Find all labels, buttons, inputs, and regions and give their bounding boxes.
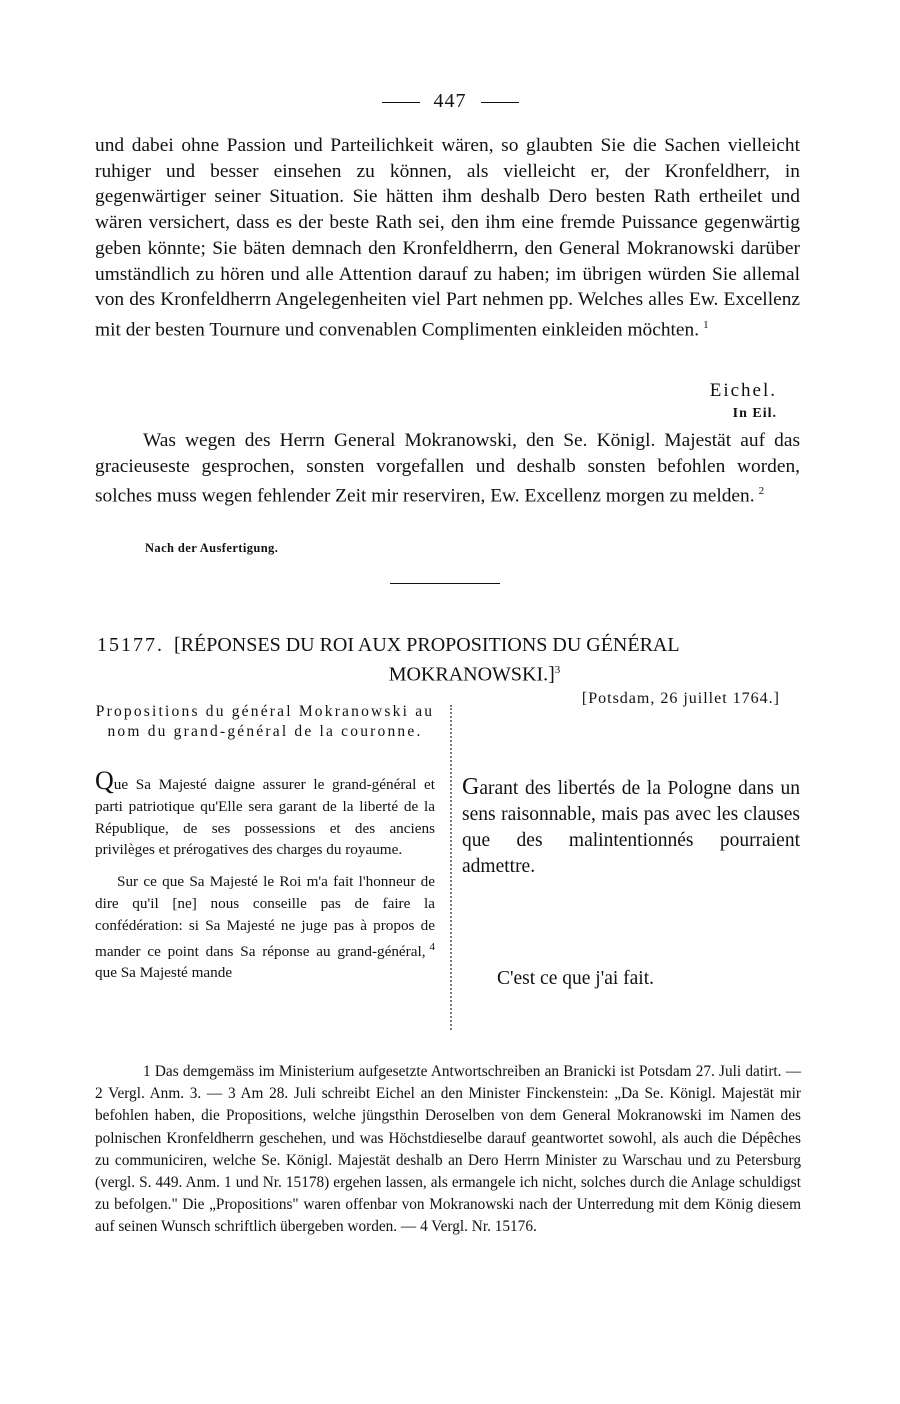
column-divider [450, 705, 452, 1030]
document-title-line-1: [RÉPONSES DU ROI AUX PROPOSITIONS DU GÉNÉRAL [174, 634, 680, 656]
source-note: Nach der Ausfertigung. [145, 541, 279, 555]
document-number: 15177. [97, 634, 164, 656]
reply-1-initial: G [462, 774, 480, 800]
footnote-block [95, 1061, 801, 1239]
reply-date: [Potsdam, 26 juillet 1764.] [581, 690, 780, 707]
footnote-2-marker: 2 [95, 1085, 103, 1103]
letter-paragraph-1-text: und dabei ohne Passion und Parteilichkeit wären, so glaubten Sie die Sachen vielleicht ruhiger und besser einsehen zu können, als vielleicht er, der Kronfeldherr, in gegenwärtiger seiner Situation. Sie hätten ihm deshalb Dero besten Rath ertheilet und wären versichert, dass es der beste Rath sei, den ihm eine fremde Puissance gegenwärtig geben könnte; Sie bäten demnach den Kronfeldherrn, den General Mokranowski darüber umständlich zu hören und alle Attention darauf zu haben; im übrigen würden Sie allemal von des Kronfeldherrn Angelegenheiten viel Part nehmen pp. Welches alles Ew. Excellenz mit der besten Tournure und convenablen Complimenten einkleiden möchten. [95, 135, 800, 341]
letter-paragraph-2 [95, 428, 800, 510]
proposition-1-initial: Q [95, 766, 114, 795]
signature-note: In Eil. [732, 406, 777, 421]
page-header [0, 90, 900, 113]
document-heading-line-2 [97, 658, 802, 688]
proposition-1-text: ue Sa Majesté daigne assurer le grand-général et parti patriotique qu'Elle sera garant de la liberté de la République, de ses possessions et des anciens privilèges et prérogatives des charges du royaume. [95, 776, 435, 859]
proposition-2-text-b: que Sa Majesté mande [95, 964, 233, 982]
document-heading-line-1 [97, 633, 802, 658]
document-title-line-2: MOKRANOWSKI.] [388, 663, 555, 686]
propositions-column [95, 766, 435, 984]
proposition-1 [95, 766, 435, 861]
footnote-3-marker: 3 [227, 1085, 236, 1103]
reply-2: C'est ce que j'ai fait. [497, 968, 655, 989]
reply-1-text: arant des libertés de la Pologne dans un sens raisonnable, mais pas avec les clauses que des malintentionnés pourraient admettre. [462, 778, 800, 877]
document-heading [97, 633, 802, 688]
footnotes [95, 1061, 801, 1239]
reply-1 [462, 774, 800, 880]
header-rule-right [481, 102, 519, 103]
proposition-2 [95, 871, 435, 984]
letter-paragraph-2-text: Was wegen des Herrn General Mokranowski, den Se. Königl. Majestät auf das gracieuseste gesprochen, sonsten vorgefallen und deshalb sonsten befohlen worden, solches muss wegen fehlender Zeit mir reserviren, Ew. Excellenz morgen zu melden. [95, 430, 800, 507]
proposition-2-text-a: Sur ce que Sa Majesté le Roi m'a fait l'honneur de dire qu'il [ne] nous conseille pas de faire la confédération: si Sa Majesté ne juge pas à propos de mander ce point dans Sa réponse au grand-général, [95, 873, 435, 960]
footnote-4-text: Vergl. Nr. 15176. [431, 1218, 537, 1236]
letter-paragraph-1 [95, 133, 800, 343]
footnote-ref-1: 1 [703, 318, 709, 331]
footnote-3-text: Am 28. Juli schreibt Eichel an den Minister Finckenstein: „Da Se. Königl. Majestät mir befohlen haben, die Propositions, welche jüngsthin Deroselben von dem General Mokranowski im Namen des polnischen Kronfeldherrn geschehen, und was Höchstdieselbe darauf geantwortet sowohl, als auch die Dépêches zu communiciren, welche Se. Königl. Majestät deshalb an Dero Herrn Minister zu Warschau und zu Petersburg (vergl. S. 449. Anm. 1 und Nr. 15178) ergehen lassen, als ermangele ich nicht, solches durch die Anlage schuldigst zu befolgen." Die „Propositions" waren offenbar von Mokranowski nach der Unterredung mit dem König diesem auf seinen Wunsch schriftlich übergeben worden. — [95, 1085, 801, 1236]
footnote-ref-3: 3 [554, 664, 561, 676]
footnote-1-text: Das demgemäss im Ministerium aufgesetzte Antwortschreiben an Branicki ist Potsdam 27. Juli datirt. — [154, 1063, 801, 1080]
footnote-ref-4: 4 [429, 940, 435, 953]
page-number: 447 [433, 90, 467, 112]
section-divider [390, 583, 500, 584]
footnote-1-marker: 1 [143, 1063, 151, 1080]
header-rule-left [382, 102, 420, 103]
signature: Eichel. [709, 380, 777, 401]
propositions-heading: Propositions du général Mokranowski au nom du grand-général de la couronne. [95, 703, 435, 740]
footnote-4-marker: 4 [420, 1218, 428, 1236]
footnote-ref-2: 2 [758, 485, 765, 498]
footnote-2-text: Vergl. Anm. 3. — [108, 1085, 223, 1103]
